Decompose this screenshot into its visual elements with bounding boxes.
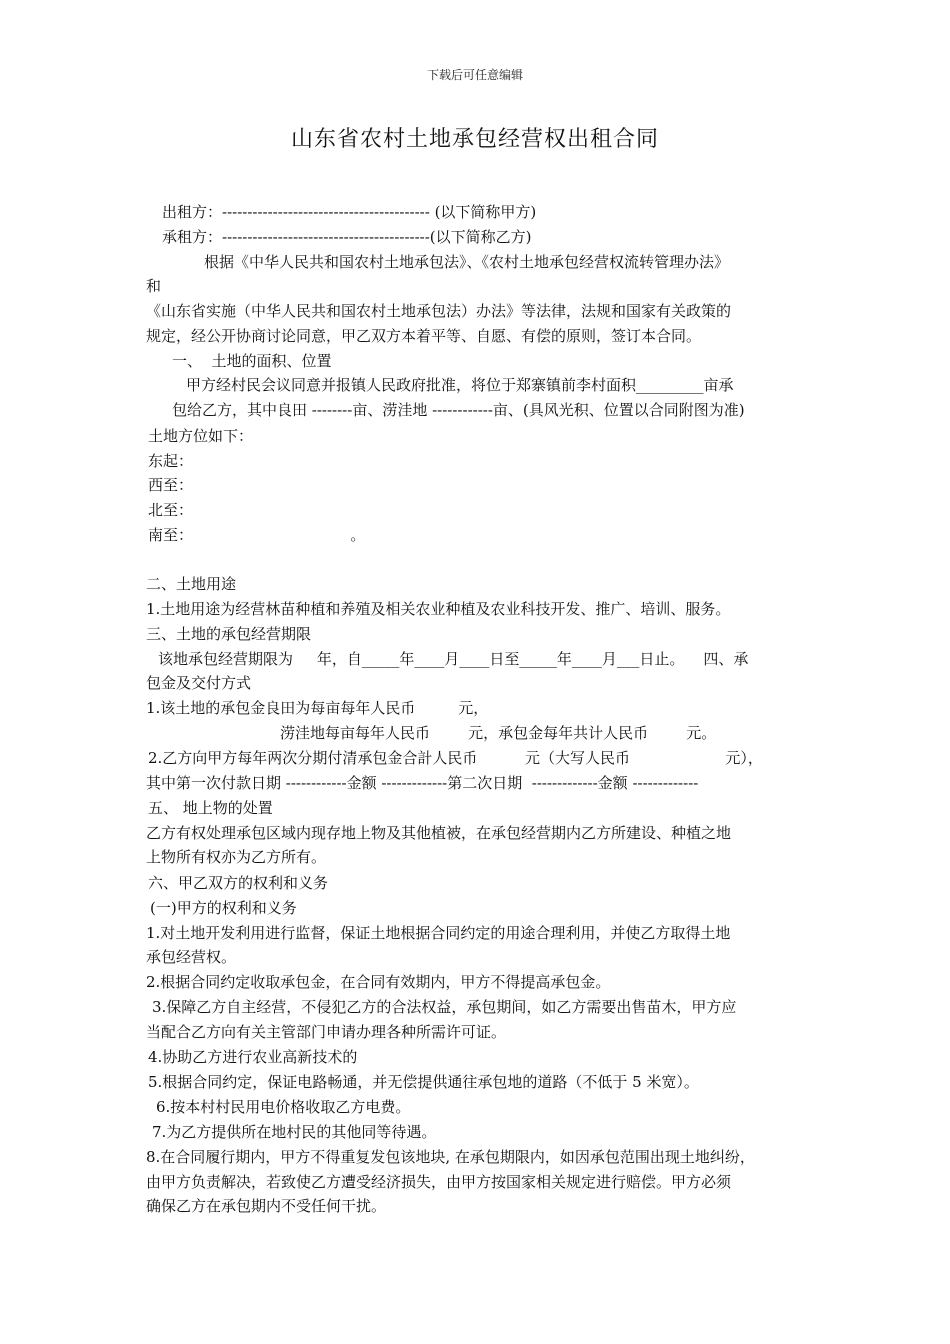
paragraph-line: 包金及交付方式 bbox=[146, 674, 252, 692]
paragraph-line: 1.该土地的承包金良田为每亩每年人民币 元， bbox=[146, 699, 489, 717]
paragraph-line: 6.按本村村民用电价格收取乙方电费。 bbox=[156, 1098, 411, 1116]
paragraph-line: 承包经营权。 bbox=[146, 948, 237, 966]
lessor-line: 出租方：----------------------------------------- (以下简称甲方) bbox=[162, 203, 537, 221]
paragraph-line: 由甲方负责解决，若致使乙方遭受经济损失，由甲方按国家相关规定进行赔偿。甲方必须 bbox=[146, 1173, 732, 1191]
contract-title: 山东省农村土地承包经营权出租合同 bbox=[290, 127, 659, 152]
paragraph-line: 《山东省实施（中华人民共和国农村土地承包法）办法》等法律，法规和国家有关政策的 bbox=[146, 302, 732, 320]
section-heading: 六、甲乙双方的权利和义务 bbox=[148, 874, 329, 892]
paragraph-line: 3.保障乙方自主经营，不侵犯乙方的合法权益，承包期间，如乙方需要出售苗木，甲方应 bbox=[152, 998, 737, 1016]
paragraph-line: 2.乙方向甲方每年两次分期付清承包金合計人民币 元（大写人民币 元）， bbox=[148, 749, 763, 767]
boundary-west: 西至： bbox=[148, 476, 194, 494]
section-heading: 三、土地的承包经营期限 bbox=[146, 625, 312, 643]
paragraph-line: 1.对土地开发利用进行监督，保证土地根据合同约定的用途合理利用，并使乙方取得土地 bbox=[146, 924, 731, 942]
paragraph-line: 该地承包经营期限为 年，自_____年____月____日至_____年____月___日止。 四、承 bbox=[158, 650, 749, 668]
section-heading: 一、 土地的面积、位置 bbox=[172, 352, 332, 370]
paragraph-line: 其中第一次付款日期 ------------金额 -------------第二次日期 -------------金额 ------------- bbox=[146, 774, 699, 792]
paragraph-line: 1.土地用途为经营林苗种植和养殖及相关农业种植及农业科技开发、推广、培训、服务。 bbox=[146, 600, 731, 618]
paragraph-line: 7.为乙方提供所在地村民的其他同等待遇。 bbox=[152, 1123, 437, 1141]
header-note: 下载后可任意编辑 bbox=[426, 68, 523, 82]
paragraph-line: 确保乙方在承包期内不受任何干扰。 bbox=[146, 1197, 387, 1215]
paragraph-line: 4.协助乙方进行农业高新技术的 bbox=[148, 1048, 358, 1066]
paragraph-line: 当配合乙方向有关主管部门申请办理各种所需许可证。 bbox=[146, 1023, 507, 1041]
lessee-line: 承租方：-----------------------------------------(以下简称乙方) bbox=[162, 228, 532, 246]
paragraph-line: 甲方经村民会议同意并报镇人民政府批准，将位于郑寨镇前李村面积_________亩承 bbox=[186, 376, 734, 394]
boundary-south: 南至： 。 bbox=[148, 526, 366, 544]
section-heading: 五、 地上物的处置 bbox=[148, 799, 273, 817]
paragraph-line: 土地方位如下： bbox=[148, 427, 254, 445]
paragraph-line: 5.根据合同约定，保证电路畅通，并无偿提供通往承包地的道路（不低于 5 米宽）。 bbox=[148, 1073, 699, 1091]
paragraph-line: 上物所有权亦为乙方所有。 bbox=[146, 848, 327, 866]
boundary-east: 东起： bbox=[148, 452, 194, 470]
paragraph-line: 乙方有权处理承包区域内现存地上物及其他植被，在承包经营期内乙方所建设、种植之地 bbox=[146, 824, 732, 842]
paragraph-line: 根据《中华人民共和国农村土地承包法》、《农村土地承包经营权流转管理办法》 bbox=[204, 253, 730, 271]
section-heading: 二、土地用途 bbox=[146, 575, 237, 593]
subsection-heading: (一)甲方的权利和义务 bbox=[150, 899, 297, 917]
boundary-north: 北至： bbox=[148, 501, 194, 519]
paragraph-line: 规定，经公开协商讨论同意，甲乙双方本着平等、自愿、有偿的原则，签订本合同。 bbox=[146, 327, 702, 345]
paragraph-line: 8.在合同履行期内，甲方不得重复发包该地块, 在承包期限内，如因承包范围出现土地纠纷， bbox=[146, 1148, 755, 1166]
paragraph-line: 包给乙方，其中良田 --------亩、涝洼地 ------------亩、(具风光积、位置以合同附图为准) bbox=[172, 401, 745, 419]
paragraph-line: 2.根据合同约定收取承包金，在合同有效期内，甲方不得提高承包金。 bbox=[146, 973, 611, 991]
paragraph-line: 涝洼地每亩每年人民币 元，承包金每年共计人民币 元。 bbox=[280, 724, 717, 742]
paragraph-line: 和 bbox=[146, 277, 162, 295]
